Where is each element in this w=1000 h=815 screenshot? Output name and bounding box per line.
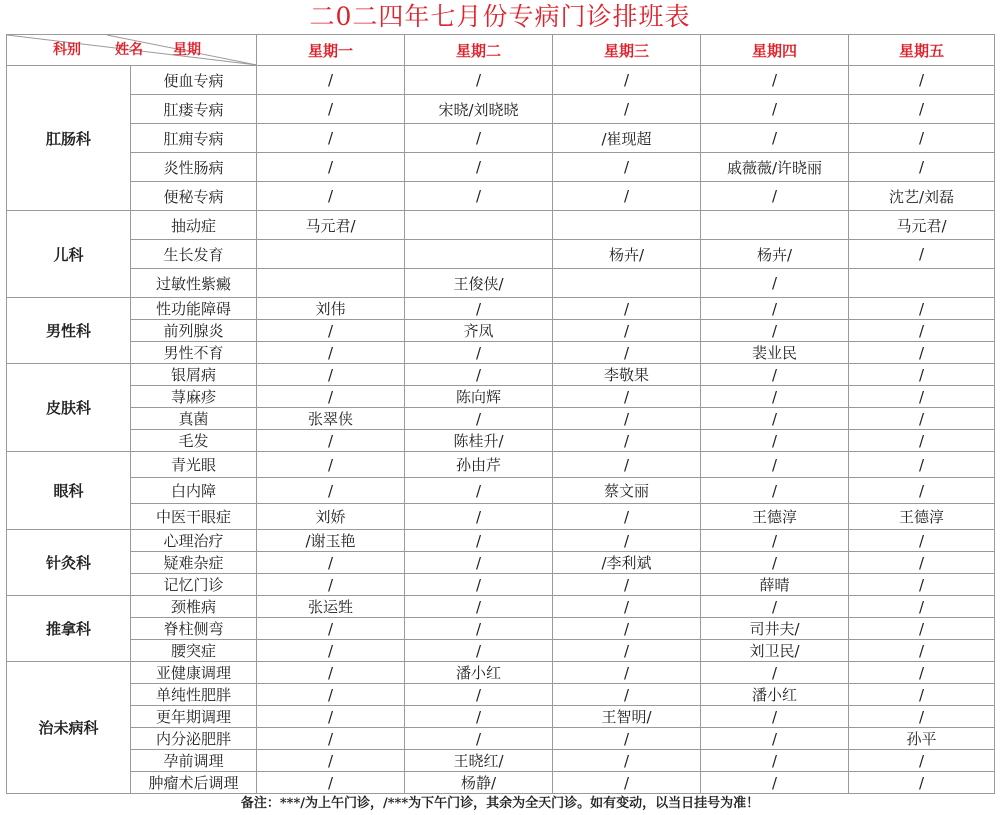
schedule-cell: /: [701, 320, 849, 342]
schedule-cell: [257, 240, 405, 269]
schedule-cell: /: [405, 66, 553, 95]
schedule-cell: /: [257, 66, 405, 95]
header-day-fri: 星期五: [849, 35, 995, 66]
clinic-cell: 肛瘘专病: [131, 95, 257, 124]
schedule-cell: /: [257, 124, 405, 153]
clinic-cell: 银屑病: [131, 364, 257, 386]
schedule-cell: /: [405, 298, 553, 320]
clinic-cell: 腰突症: [131, 640, 257, 662]
schedule-cell: [849, 269, 995, 298]
schedule-cell: 潘小红: [405, 662, 553, 684]
schedule-cell: /: [849, 386, 995, 408]
clinic-cell: 孕前调理: [131, 750, 257, 772]
schedule-cell: /: [849, 684, 995, 706]
table-row: [7, 662, 995, 684]
clinic-cell: 前列腺炎: [131, 320, 257, 342]
schedule-cell: 王德淳: [701, 504, 849, 530]
schedule-cell: /: [553, 530, 701, 552]
table-row: [7, 530, 995, 552]
schedule-cell: /: [849, 640, 995, 662]
schedule-cell: /: [849, 408, 995, 430]
clinic-cell: 中医干眼症: [131, 504, 257, 530]
clinic-cell: 脊柱侧弯: [131, 618, 257, 640]
table-row: [7, 684, 995, 706]
schedule-cell: /: [257, 342, 405, 364]
schedule-cell: /: [405, 530, 553, 552]
schedule-cell: 王智明/: [553, 706, 701, 728]
schedule-cell: 杨卉/: [553, 240, 701, 269]
schedule-cell: /: [405, 182, 553, 211]
clinic-cell: 记忆门诊: [131, 574, 257, 596]
schedule-cell: /: [405, 706, 553, 728]
schedule-cell: /: [701, 552, 849, 574]
schedule-cell: /: [701, 95, 849, 124]
schedule-cell: [405, 240, 553, 269]
schedule-cell: /: [701, 364, 849, 386]
schedule-cell: 裴业民: [701, 342, 849, 364]
clinic-cell: 心理治疗: [131, 530, 257, 552]
schedule-cell: /: [257, 452, 405, 478]
schedule-cell: /: [553, 408, 701, 430]
schedule-cell: /: [405, 408, 553, 430]
clinic-cell: 过敏性紫癜: [131, 269, 257, 298]
schedule-cell: /: [849, 66, 995, 95]
schedule-cell: /: [849, 772, 995, 794]
schedule-cell: /: [257, 478, 405, 504]
schedule-cell: /: [405, 153, 553, 182]
header-day-thu: 星期四: [701, 35, 849, 66]
schedule-cell: /: [553, 750, 701, 772]
clinic-cell: 单纯性肥胖: [131, 684, 257, 706]
clinic-cell: 疑难杂症: [131, 552, 257, 574]
schedule-cell: /: [257, 684, 405, 706]
schedule-cell: /: [701, 124, 849, 153]
schedule-cell: /: [405, 640, 553, 662]
schedule-cell: /: [849, 320, 995, 342]
schedule-cell: 蔡文丽: [553, 478, 701, 504]
schedule-cell: 司井夫/: [701, 618, 849, 640]
schedule-cell: /: [849, 364, 995, 386]
table-row: [7, 298, 995, 320]
schedule-cell: /: [701, 452, 849, 478]
clinic-cell: 肛痈专病: [131, 124, 257, 153]
clinic-cell: 生长发育: [131, 240, 257, 269]
table-row: [7, 552, 995, 574]
schedule-cell: /: [257, 618, 405, 640]
schedule-cell: /: [701, 750, 849, 772]
schedule-cell: /: [405, 364, 553, 386]
clinic-cell: 荨麻疹: [131, 386, 257, 408]
schedule-cell: /: [701, 408, 849, 430]
table-row: [7, 772, 995, 794]
table-row: [7, 504, 995, 530]
table-row: [7, 706, 995, 728]
schedule-cell: /李利斌: [553, 552, 701, 574]
schedule-cell: /: [849, 596, 995, 618]
table-row: [7, 240, 995, 269]
schedule-cell: /: [849, 574, 995, 596]
schedule-table: [6, 34, 995, 794]
schedule-cell: /: [849, 124, 995, 153]
department-cell: 治未病科: [7, 662, 131, 794]
schedule-cell: /: [849, 298, 995, 320]
table-row: [7, 728, 995, 750]
corner-label-department: 科别: [53, 42, 81, 58]
schedule-cell: /: [553, 640, 701, 662]
schedule-cell: 孙平: [849, 728, 995, 750]
schedule-cell: 沈艺/刘磊: [849, 182, 995, 211]
schedule-cell: [701, 211, 849, 240]
schedule-cell: 刘娇: [257, 504, 405, 530]
corner-label-weekday: 星期: [173, 42, 201, 58]
header-corner-cell: [7, 35, 257, 66]
schedule-cell: /: [553, 728, 701, 750]
schedule-cell: /: [701, 662, 849, 684]
schedule-cell: /: [405, 574, 553, 596]
table-row: [7, 596, 995, 618]
department-cell: 推拿科: [7, 596, 131, 662]
clinic-cell: 亚健康调理: [131, 662, 257, 684]
clinic-cell: 白内障: [131, 478, 257, 504]
schedule-cell: /: [257, 182, 405, 211]
schedule-cell: /: [553, 153, 701, 182]
footnote: 备注：***/为上午门诊，/***为下午门诊，其余为全天门诊。如有变动，以当日挂号为准！: [240, 796, 760, 811]
schedule-cell: /: [257, 574, 405, 596]
table-row: [7, 182, 995, 211]
schedule-cell: /: [849, 478, 995, 504]
schedule-cell: /: [701, 430, 849, 452]
header-day-tue: 星期二: [405, 35, 553, 66]
schedule-cell: /: [257, 706, 405, 728]
schedule-cell: /: [553, 574, 701, 596]
department-cell: 眼科: [7, 452, 131, 530]
schedule-cell: 王晓红/: [405, 750, 553, 772]
schedule-cell: 马元君/: [849, 211, 995, 240]
department-cell: 肛肠科: [7, 66, 131, 211]
table-row: [7, 124, 995, 153]
schedule-cell: /: [849, 430, 995, 452]
clinic-cell: 男性不育: [131, 342, 257, 364]
header-day-mon: 星期一: [257, 35, 405, 66]
table-row: [7, 211, 995, 240]
schedule-cell: /: [701, 269, 849, 298]
schedule-cell: /: [257, 386, 405, 408]
schedule-cell: /: [257, 153, 405, 182]
schedule-cell: /: [849, 618, 995, 640]
clinic-cell: 毛发: [131, 430, 257, 452]
schedule-cell: 杨静/: [405, 772, 553, 794]
schedule-cell: /: [849, 530, 995, 552]
schedule-cell: /: [405, 552, 553, 574]
schedule-cell: 刘伟: [257, 298, 405, 320]
schedule-cell: /: [257, 662, 405, 684]
schedule-cell: /: [553, 504, 701, 530]
schedule-cell: 陈桂升/: [405, 430, 553, 452]
schedule-cell: /: [701, 386, 849, 408]
schedule-cell: /: [257, 640, 405, 662]
schedule-cell: 戚薇薇/许晓丽: [701, 153, 849, 182]
schedule-cell: /: [405, 596, 553, 618]
clinic-cell: 便秘专病: [131, 182, 257, 211]
page-title: 二0二四年七月份专病门诊排班表: [309, 2, 691, 31]
schedule-cell: /: [553, 182, 701, 211]
table-row: [7, 364, 995, 386]
department-cell: 针灸科: [7, 530, 131, 596]
schedule-cell: /: [553, 386, 701, 408]
table-row: [7, 320, 995, 342]
schedule-cell: [553, 269, 701, 298]
schedule-cell: 李敬果: [553, 364, 701, 386]
clinic-cell: 颈椎病: [131, 596, 257, 618]
schedule-cell: /: [553, 95, 701, 124]
schedule-cell: /: [553, 618, 701, 640]
table-row: [7, 618, 995, 640]
schedule-cell: /: [849, 342, 995, 364]
schedule-cell: /: [701, 298, 849, 320]
clinic-cell: 抽动症: [131, 211, 257, 240]
schedule-cell: /: [257, 750, 405, 772]
schedule-cell: /: [257, 772, 405, 794]
schedule-cell: /: [701, 728, 849, 750]
clinic-cell: 肿瘤术后调理: [131, 772, 257, 794]
schedule-cell: /: [553, 430, 701, 452]
schedule-cell: [257, 269, 405, 298]
schedule-cell: /: [701, 182, 849, 211]
schedule-cell: /: [701, 596, 849, 618]
schedule-cell: 潘小红: [701, 684, 849, 706]
corner-label-name: 姓名: [115, 42, 143, 58]
schedule-cell: /: [701, 706, 849, 728]
header-row: [7, 35, 995, 66]
table-row: [7, 478, 995, 504]
schedule-cell: 刘卫民/: [701, 640, 849, 662]
clinic-cell: 更年期调理: [131, 706, 257, 728]
table-row: [7, 430, 995, 452]
table-row: [7, 95, 995, 124]
clinic-cell: 内分泌肥胖: [131, 728, 257, 750]
schedule-cell: /: [405, 478, 553, 504]
schedule-cell: /: [257, 430, 405, 452]
schedule-cell: /: [849, 240, 995, 269]
schedule-cell: /: [849, 95, 995, 124]
table-row: [7, 66, 995, 95]
schedule-cell: /: [701, 478, 849, 504]
department-cell: 男性科: [7, 298, 131, 364]
table-row: [7, 342, 995, 364]
schedule-cell: /: [405, 618, 553, 640]
schedule-cell: /: [553, 298, 701, 320]
schedule-cell: 马元君/: [257, 211, 405, 240]
schedule-cell: [553, 211, 701, 240]
schedule-cell: /崔现超: [553, 124, 701, 153]
schedule-cell: /: [553, 662, 701, 684]
schedule-cell: 孙由芹: [405, 452, 553, 478]
header-day-wed: 星期三: [553, 35, 701, 66]
department-cell: 皮肤科: [7, 364, 131, 452]
schedule-cell: 杨卉/: [701, 240, 849, 269]
table-row: [7, 269, 995, 298]
schedule-cell: /谢玉艳: [257, 530, 405, 552]
schedule-cell: /: [553, 452, 701, 478]
schedule-cell: /: [553, 684, 701, 706]
schedule-cell: /: [849, 750, 995, 772]
schedule-cell: /: [849, 552, 995, 574]
schedule-cell: 王德淳: [849, 504, 995, 530]
schedule-cell: /: [405, 342, 553, 364]
schedule-cell: /: [553, 320, 701, 342]
schedule-cell: /: [405, 684, 553, 706]
schedule-cell: 张运甡: [257, 596, 405, 618]
schedule-cell: /: [849, 662, 995, 684]
schedule-cell: /: [553, 596, 701, 618]
schedule-cell: /: [257, 552, 405, 574]
schedule-cell: 宋晓/刘晓晓: [405, 95, 553, 124]
clinic-cell: 性功能障碍: [131, 298, 257, 320]
clinic-cell: 青光眼: [131, 452, 257, 478]
schedule-cell: /: [405, 728, 553, 750]
schedule-cell: 王俊侠/: [405, 269, 553, 298]
schedule-cell: /: [257, 320, 405, 342]
schedule-cell: /: [849, 153, 995, 182]
schedule-cell: /: [701, 66, 849, 95]
department-cell: 儿科: [7, 211, 131, 298]
table-row: [7, 750, 995, 772]
schedule-cell: 齐凤: [405, 320, 553, 342]
table-row: [7, 153, 995, 182]
clinic-cell: 真菌: [131, 408, 257, 430]
schedule-cell: /: [701, 772, 849, 794]
table-row: [7, 452, 995, 478]
schedule-cell: [405, 211, 553, 240]
schedule-cell: /: [257, 95, 405, 124]
schedule-cell: /: [405, 124, 553, 153]
schedule-cell: /: [553, 772, 701, 794]
schedule-cell: /: [257, 364, 405, 386]
schedule-cell: /: [553, 66, 701, 95]
table-row: [7, 386, 995, 408]
table-row: [7, 574, 995, 596]
clinic-cell: 炎性肠病: [131, 153, 257, 182]
schedule-cell: 张翠侠: [257, 408, 405, 430]
table-row: [7, 640, 995, 662]
schedule-cell: 薛晴: [701, 574, 849, 596]
schedule-cell: /: [701, 530, 849, 552]
table-row: [7, 408, 995, 430]
schedule-cell: /: [257, 728, 405, 750]
clinic-cell: 便血专病: [131, 66, 257, 95]
schedule-cell: /: [849, 452, 995, 478]
schedule-cell: /: [405, 504, 553, 530]
schedule-cell: /: [553, 342, 701, 364]
schedule-cell: /: [849, 706, 995, 728]
schedule-cell: 陈向辉: [405, 386, 553, 408]
